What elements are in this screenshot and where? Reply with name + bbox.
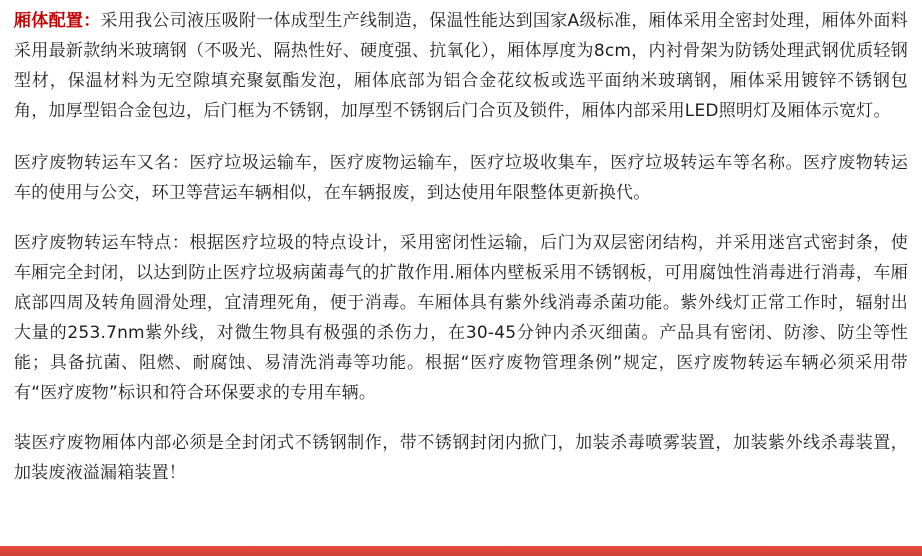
paragraph-lead-label: 厢体配置： bbox=[14, 11, 101, 31]
paragraph-body-text: 医疗废物转运车特点：根据医疗垃圾的特点设计，采用密闭性运输，后门为双层密闭结构，并采用迷宫式密封条，使车厢完全封闭，以达到防止医疗垃圾病菌毒气的扩散作用.厢体内壁板采用不锈钢板，可用腐蚀性消毒进行消毒，车厢底部四周及转角圆滑处理，宜清理死角，便于消毒。车厢体具有紫外线消毒杀菌功能。紫外线灯正常工作时，辐射出大量的253.7nm紫外线，对微生物具有极强的杀伤力，在30-45分钟内杀灭细菌。产品具有密闭、防渗、防尘等性能；具备抗菌、阻燃、耐腐蚀、易清洗消毒等功能。根据“医疗废物管理条例”规定，医疗废物转运车辆必须采用带有“医疗废物”标识和符合环保要求的专用车辆。 bbox=[14, 233, 908, 403]
paragraph-body-text: 医疗废物转运车又名：医疗垃圾运输车，医疗废物运输车，医疗垃圾收集车，医疗垃圾转运车等名称。医疗废物转运车的使用与公交，环卫等营运车辆相似，在车辆报废，到达使用年限整体更新换代。 bbox=[14, 153, 908, 203]
paragraph-body-text: 装医疗废物厢体内部必须是全封闭式不锈钢制作，带不锈钢封闭内掀门，加装杀毒喷雾装置，加装紫外线杀毒装置，加装废液溢漏箱装置！ bbox=[14, 433, 908, 483]
paragraph-features bbox=[14, 228, 908, 408]
bottom-accent-bar bbox=[0, 546, 922, 556]
paragraph-box-configuration bbox=[14, 6, 908, 126]
paragraph-interior bbox=[14, 428, 908, 488]
bottom-accent-bar-fill bbox=[0, 546, 922, 556]
paragraph-alias bbox=[14, 148, 908, 208]
paragraph-body-text: 采用我公司液压吸附一体成型生产线制造，保温性能达到国家A级标准，厢体采用全密封处理，厢体外面料采用最新款纳米玻璃钢（不吸光、隔热性好、硬度强、抗氧化），厢体厚度为8cm，内衬骨架为防锈处理武钢优质轻钢型材，保温材料为无空隙填充聚氨酯发泡，厢体底部为铝合金花纹板或选平面纳米玻璃钢，厢体采用镀锌不锈钢包角，加厚型铝合金包边，后门框为不锈钢，加厚型不锈钢后门合页及锁件，厢体内部采用LED照明灯及厢体示宽灯。 bbox=[14, 11, 909, 121]
